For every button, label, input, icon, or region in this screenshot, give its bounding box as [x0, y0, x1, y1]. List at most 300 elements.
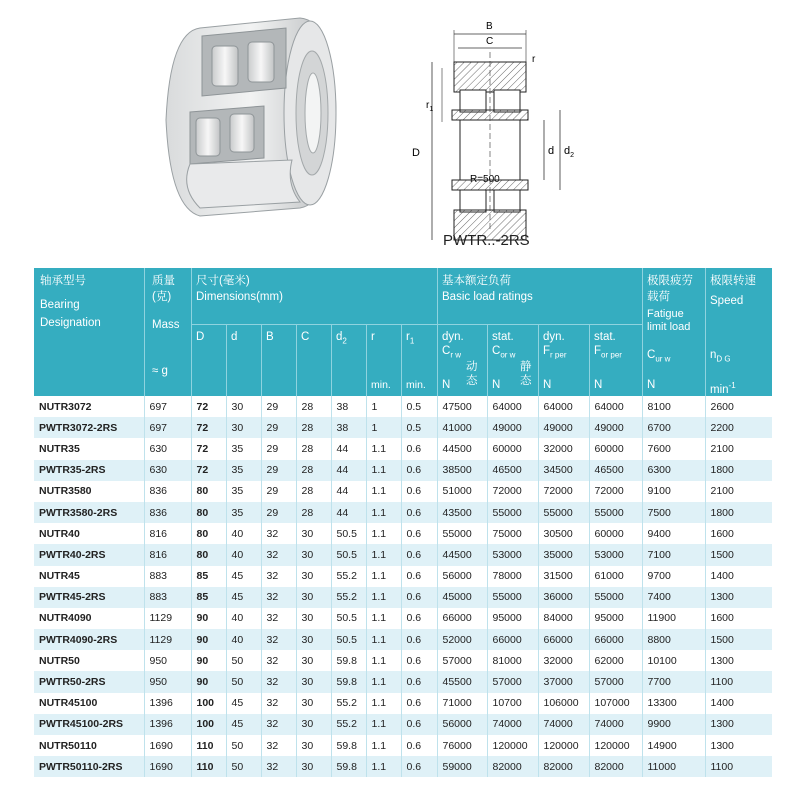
table-cell: 40: [226, 629, 261, 650]
table-cell: 0.5: [401, 417, 437, 438]
table-cell: 74000: [487, 714, 538, 735]
label-d2: $d_2$: [564, 145, 575, 159]
header-fatigue-en2: limit load: [647, 321, 691, 333]
table-cell: 50.5: [331, 544, 366, 565]
table-cell: 45000: [437, 587, 487, 608]
table-cell: 56000: [437, 714, 487, 735]
table-cell: 32: [261, 650, 296, 671]
table-cell: 84000: [538, 608, 589, 629]
table-cell: 51000: [437, 481, 487, 502]
table-cell: 30: [296, 523, 331, 544]
cell-designation: PWTR3072-2RS: [34, 417, 144, 438]
table-cell: 35: [226, 438, 261, 459]
table-cell: 90: [191, 650, 226, 671]
table-cell: 50: [226, 650, 261, 671]
table-cell: 50.5: [331, 523, 366, 544]
table-cell: 1600: [705, 523, 772, 544]
table-cell: 35000: [538, 544, 589, 565]
table-cell: 85: [191, 566, 226, 587]
table-cell: 72000: [589, 481, 642, 502]
table-cell: 630: [144, 438, 191, 459]
table-cell: 72000: [487, 481, 538, 502]
table-cell: 62000: [589, 650, 642, 671]
table-cell: 59000: [437, 756, 487, 777]
header-load-top-2: stat.: [492, 331, 514, 343]
table-cell: 35: [226, 502, 261, 523]
table-row: [34, 629, 772, 650]
table-cell: 66000: [437, 608, 487, 629]
table-cell: 57000: [487, 671, 538, 692]
table-cell: 1300: [705, 650, 772, 671]
header-load-sym-4: $F_{or per}$: [594, 345, 622, 360]
bearing-spec-table: [34, 396, 772, 777]
label-r: r: [532, 54, 536, 65]
table-cell: 50.5: [331, 608, 366, 629]
table-cell: 1600: [705, 608, 772, 629]
table-cell: 1300: [705, 587, 772, 608]
header-designation-en1: Bearing: [40, 299, 80, 311]
header-mass-cn1: 质量: [152, 275, 175, 287]
table-cell: 7100: [642, 544, 705, 565]
header-load-top-4: stat.: [594, 331, 616, 343]
table-header: [34, 268, 772, 396]
label-r1: $r_1$: [426, 100, 434, 113]
table-cell: 71000: [437, 693, 487, 714]
header-load-unit-2: N: [492, 379, 501, 391]
table-cell: 0.6: [401, 438, 437, 459]
table-row: [34, 396, 772, 417]
table-cell: 1.1: [366, 438, 401, 459]
header-load-sym-3: $F_{r per}$: [543, 345, 567, 360]
table-cell: 0.6: [401, 566, 437, 587]
table-cell: 11000: [642, 756, 705, 777]
table-cell: 49000: [538, 417, 589, 438]
table-cell: 95000: [589, 608, 642, 629]
table-cell: 950: [144, 650, 191, 671]
header-dim-B: B: [266, 331, 274, 343]
table-cell: 1129: [144, 608, 191, 629]
table-cell: 106000: [538, 693, 589, 714]
table-cell: 14900: [642, 735, 705, 756]
table-cell: 35: [226, 460, 261, 481]
table-cell: 55000: [589, 502, 642, 523]
table-cell: 2200: [705, 417, 772, 438]
table-cell: 32: [261, 566, 296, 587]
table-cell: 883: [144, 587, 191, 608]
table-cell: 50: [226, 756, 261, 777]
drawing-caption: PWTR..-2RS: [443, 232, 530, 249]
table-cell: 28: [296, 396, 331, 417]
table-cell: 1300: [705, 714, 772, 735]
table-cell: 45: [226, 693, 261, 714]
table-cell: 30: [296, 608, 331, 629]
table-row: [34, 735, 772, 756]
table-cell: 64000: [589, 396, 642, 417]
table-cell: 1.1: [366, 566, 401, 587]
cell-designation: PWTR35-2RS: [34, 460, 144, 481]
table-cell: 950: [144, 671, 191, 692]
table-cell: 32: [261, 671, 296, 692]
table-cell: 8100: [642, 396, 705, 417]
table-cell: 1.1: [366, 629, 401, 650]
table-cell: 29: [261, 502, 296, 523]
table-cell: 60000: [589, 438, 642, 459]
table-cell: 9400: [642, 523, 705, 544]
table-cell: 41000: [437, 417, 487, 438]
table-cell: 80: [191, 502, 226, 523]
table-cell: 2100: [705, 481, 772, 502]
table-cell: 90: [191, 608, 226, 629]
table-cell: 44500: [437, 438, 487, 459]
header-mass-unit: ≈ g: [152, 365, 168, 377]
table-cell: 80: [191, 481, 226, 502]
table-cell: 40: [226, 544, 261, 565]
table-cell: 45500: [437, 671, 487, 692]
table-cell: 90: [191, 629, 226, 650]
table-cell: 0.6: [401, 650, 437, 671]
header-designation-en2: Designation: [40, 317, 101, 329]
table-cell: 29: [261, 396, 296, 417]
table-cell: 11900: [642, 608, 705, 629]
table-cell: 28: [296, 438, 331, 459]
cell-designation: PWTR50-2RS: [34, 671, 144, 692]
table-cell: 1.1: [366, 735, 401, 756]
table-cell: 55.2: [331, 693, 366, 714]
header-speed-cn: 极限转速: [710, 275, 756, 287]
table-cell: 66000: [589, 629, 642, 650]
table-row: [34, 502, 772, 523]
table-cell: 38: [331, 417, 366, 438]
table-cell: 2100: [705, 438, 772, 459]
header-speed-sym: $n_{D G}$: [710, 349, 731, 364]
table-cell: 1800: [705, 502, 772, 523]
header-min-r1: min.: [406, 379, 426, 391]
table-cell: 1400: [705, 693, 772, 714]
table-cell: 0.6: [401, 629, 437, 650]
table-cell: 85: [191, 587, 226, 608]
cell-designation: NUTR45: [39, 570, 80, 583]
table-cell: 44: [331, 460, 366, 481]
table-cell: 72000: [538, 481, 589, 502]
table-cell: 100: [191, 714, 226, 735]
table-cell: 55.2: [331, 587, 366, 608]
table-cell: 53000: [589, 544, 642, 565]
table-cell: 0.6: [401, 671, 437, 692]
cell-designation: PWTR45-2RS: [34, 587, 144, 608]
table-cell: 1396: [144, 693, 191, 714]
table-cell: 37000: [538, 671, 589, 692]
table-cell: 43500: [437, 502, 487, 523]
table-cell: 30: [296, 650, 331, 671]
header-load-unit-3: N: [543, 379, 552, 391]
table-row: [34, 417, 772, 438]
cell-designation: PWTR4090-2RS: [34, 629, 144, 650]
cell-designation: NUTR3072: [39, 400, 92, 413]
table-cell: 836: [144, 502, 191, 523]
table-cell: 630: [144, 460, 191, 481]
table-cell: 9100: [642, 481, 705, 502]
header-fatigue-cn2: 载荷: [647, 291, 670, 303]
table-row: [34, 693, 772, 714]
table-cell: 32: [261, 608, 296, 629]
table-cell: 56000: [437, 566, 487, 587]
table-cell: 697: [144, 417, 191, 438]
table-cell: 60000: [487, 438, 538, 459]
table-cell: 1.1: [366, 481, 401, 502]
header-load-sym-2: $C_{or w}$: [492, 345, 516, 360]
header-speed-unit: $\min^{-1}$: [710, 381, 736, 396]
table-cell: 0.6: [401, 587, 437, 608]
table-cell: 59.8: [331, 650, 366, 671]
cell-designation: NUTR40: [39, 527, 80, 540]
table-cell: 7400: [642, 587, 705, 608]
table-cell: 0.6: [401, 714, 437, 735]
table-cell: 7500: [642, 502, 705, 523]
table-cell: 1500: [705, 544, 772, 565]
table-cell: 1690: [144, 756, 191, 777]
table-cell: 30: [296, 714, 331, 735]
table-cell: 32000: [538, 650, 589, 671]
table-cell: 1.1: [366, 460, 401, 481]
table-cell: 30500: [538, 523, 589, 544]
header-fatigue-sym: $C_{ur w}$: [647, 349, 671, 364]
table-cell: 1300: [705, 735, 772, 756]
table-cell: 74000: [589, 714, 642, 735]
table-cell: 32: [261, 523, 296, 544]
table-cell: 10700: [487, 693, 538, 714]
table-cell: 45: [226, 714, 261, 735]
table-cell: 120000: [538, 735, 589, 756]
table-cell: 61000: [589, 566, 642, 587]
table-cell: 55.2: [331, 714, 366, 735]
table-cell: 1.1: [366, 693, 401, 714]
table-cell: 0.6: [401, 756, 437, 777]
table-cell: 0.6: [401, 735, 437, 756]
table-cell: 55000: [437, 523, 487, 544]
table-cell: 1.1: [366, 587, 401, 608]
table-row: [34, 566, 772, 587]
table-cell: 32: [261, 756, 296, 777]
table-cell: 72: [191, 417, 226, 438]
table-cell: 1.1: [366, 756, 401, 777]
table-cell: 1.1: [366, 544, 401, 565]
header-dim-d: d: [231, 331, 238, 343]
table-cell: 59.8: [331, 756, 366, 777]
table-cell: 49000: [487, 417, 538, 438]
table-cell: 0.5: [401, 396, 437, 417]
table-cell: 7700: [642, 671, 705, 692]
table-cell: 1100: [705, 756, 772, 777]
table-cell: 50.5: [331, 629, 366, 650]
table-cell: 59.8: [331, 735, 366, 756]
table-cell: 40: [226, 523, 261, 544]
table-cell: 72: [191, 396, 226, 417]
table-cell: 47500: [437, 396, 487, 417]
table-cell: 0.6: [401, 502, 437, 523]
table-cell: 1129: [144, 629, 191, 650]
table-cell: 46500: [589, 460, 642, 481]
table-cell: 32000: [538, 438, 589, 459]
table-cell: 816: [144, 523, 191, 544]
table-cell: 55.2: [331, 566, 366, 587]
table-cell: 45: [226, 587, 261, 608]
table-cell: 44: [331, 502, 366, 523]
cell-designation: NUTR45100: [39, 697, 98, 710]
table-cell: 53000: [487, 544, 538, 565]
header-speed-en: Speed: [710, 295, 744, 307]
table-cell: 75000: [487, 523, 538, 544]
table-cell: 66000: [487, 629, 538, 650]
table-cell: 31500: [538, 566, 589, 587]
table-cell: 0.6: [401, 693, 437, 714]
table-cell: 38: [331, 396, 366, 417]
table-cell: 10100: [642, 650, 705, 671]
table-cell: 55000: [538, 502, 589, 523]
table-cell: 110: [191, 756, 226, 777]
table-cell: 30: [296, 756, 331, 777]
table-cell: 60000: [589, 523, 642, 544]
header-mass-en: Mass: [152, 319, 180, 331]
table-cell: 32: [261, 587, 296, 608]
table-cell: 28: [296, 460, 331, 481]
header-load-unit-4: N: [594, 379, 603, 391]
table-cell: 82000: [487, 756, 538, 777]
cell-designation: NUTR35: [39, 442, 80, 455]
label-D: D: [412, 147, 420, 159]
table-cell: 0.6: [401, 460, 437, 481]
table-cell: 35: [226, 481, 261, 502]
cell-designation: NUTR4090: [39, 612, 92, 625]
table-cell: 30: [226, 396, 261, 417]
table-cell: 29: [261, 417, 296, 438]
table-cell: 107000: [589, 693, 642, 714]
table-cell: 30: [296, 671, 331, 692]
table-cell: 80: [191, 523, 226, 544]
table-cell: 44: [331, 438, 366, 459]
table-cell: 55000: [589, 587, 642, 608]
table-row: [34, 671, 772, 692]
table-cell: 7600: [642, 438, 705, 459]
table-cell: 1: [366, 396, 401, 417]
table-row: [34, 481, 772, 502]
header-load-top-1: dyn.: [442, 331, 464, 343]
table-cell: 1.1: [366, 502, 401, 523]
table-cell: 32: [261, 693, 296, 714]
cell-designation: PWTR40-2RS: [34, 544, 144, 565]
table-cell: 1396: [144, 714, 191, 735]
table-cell: 32: [261, 735, 296, 756]
cell-designation: PWTR45100-2RS: [34, 714, 144, 735]
table-cell: 816: [144, 544, 191, 565]
table-cell: 1.1: [366, 523, 401, 544]
bearing-cutaway-image: [160, 8, 350, 223]
table-row: [34, 438, 772, 459]
table-cell: 50: [226, 671, 261, 692]
table-cell: 8800: [642, 629, 705, 650]
table-cell: 52000: [437, 629, 487, 650]
table-cell: 30: [296, 587, 331, 608]
table-cell: 28: [296, 502, 331, 523]
table-cell: 46500: [487, 460, 538, 481]
table-cell: 1.1: [366, 714, 401, 735]
table-cell: 28: [296, 481, 331, 502]
table-cell: 6300: [642, 460, 705, 481]
table-cell: 697: [144, 396, 191, 417]
header-load-unit-1: N: [442, 379, 451, 391]
table-cell: 1400: [705, 566, 772, 587]
table-cell: 80: [191, 544, 226, 565]
table-cell: 1500: [705, 629, 772, 650]
header-dim-d2: $d_2$: [336, 331, 347, 346]
header-dim-r1: $r_1$: [406, 331, 415, 346]
table-cell: 1800: [705, 460, 772, 481]
table-cell: 74000: [538, 714, 589, 735]
table-cell: 64000: [487, 396, 538, 417]
table-cell: 30: [296, 629, 331, 650]
header-dim-r: r: [371, 331, 375, 343]
table-row: [34, 587, 772, 608]
table-cell: 32: [261, 714, 296, 735]
table-cell: 1: [366, 417, 401, 438]
table-cell: 44500: [437, 544, 487, 565]
table-row: [34, 608, 772, 629]
table-cell: 55000: [487, 502, 538, 523]
table-cell: 30: [296, 566, 331, 587]
table-cell: 32: [261, 544, 296, 565]
table-cell: 82000: [589, 756, 642, 777]
table-cell: 1100: [705, 671, 772, 692]
table-cell: 29: [261, 460, 296, 481]
table-cell: 6700: [642, 417, 705, 438]
label-C: C: [486, 36, 494, 47]
table-cell: 57000: [589, 671, 642, 692]
table-cell: 66000: [538, 629, 589, 650]
table-cell: 1690: [144, 735, 191, 756]
table-cell: 0.6: [401, 523, 437, 544]
table-cell: 90: [191, 671, 226, 692]
table-cell: 13300: [642, 693, 705, 714]
table-cell: 82000: [538, 756, 589, 777]
table-row: [34, 544, 772, 565]
table-cell: 49000: [589, 417, 642, 438]
table-cell: 38500: [437, 460, 487, 481]
table-cell: 110: [191, 735, 226, 756]
table-cell: 72: [191, 460, 226, 481]
cell-designation: NUTR50110: [39, 739, 97, 752]
table-cell: 120000: [589, 735, 642, 756]
header-min-r: min.: [371, 379, 391, 391]
table-cell: 32: [261, 629, 296, 650]
cell-designation: NUTR3580: [39, 485, 92, 498]
table-cell: 100: [191, 693, 226, 714]
table-cell: 44: [331, 481, 366, 502]
table-cell: 1.1: [366, 608, 401, 629]
table-cell: 72: [191, 438, 226, 459]
table-cell: 34500: [538, 460, 589, 481]
cell-designation: NUTR50: [39, 654, 80, 667]
header-fatigue-unit: N: [647, 379, 656, 391]
table-cell: 50: [226, 735, 261, 756]
header-fatigue-en1: Fatigue: [647, 308, 684, 320]
header-dim-D: D: [196, 331, 205, 343]
cell-designation: PWTR50110-2RS: [34, 756, 144, 777]
table-row: [34, 460, 772, 481]
table-row: [34, 650, 772, 671]
table-cell: 0.6: [401, 608, 437, 629]
header-dims-cn: 尺寸(毫米): [196, 275, 250, 287]
table-cell: 78000: [487, 566, 538, 587]
table-cell: 95000: [487, 608, 538, 629]
